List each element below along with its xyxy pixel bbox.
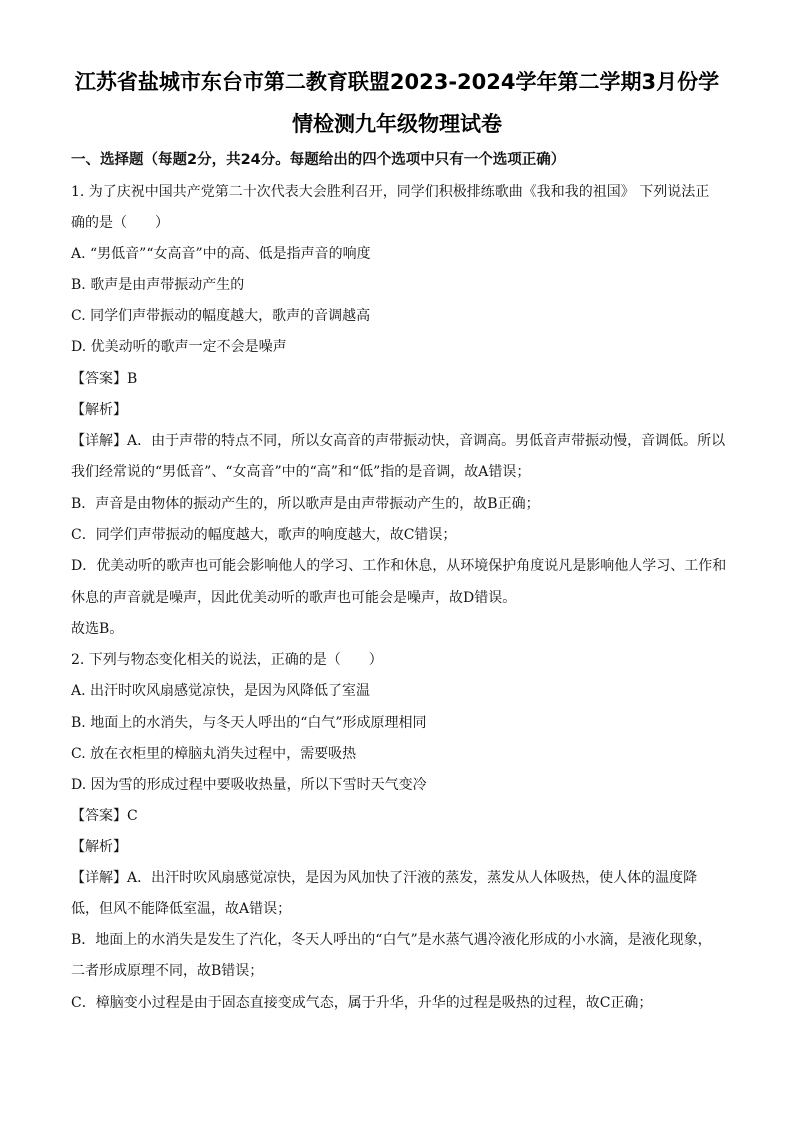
section-heading-choice: 一、选择题（每题2分，共24分。每题给出的四个选项中只有一个选项正确） bbox=[71, 152, 566, 168]
q2-detail-line-4: 二者形成原理不同，故B错误； bbox=[71, 963, 264, 979]
q1-answer: 【答案】B bbox=[71, 371, 138, 387]
q2-option-b: B. 地面上的水消失，与冬天人呼出的“白气”形成原理相同 bbox=[71, 715, 427, 731]
q2-detail-line-1: 【详解】A．出汗时吹风扇感觉凉快，是因为风加快了汗液的蒸发，蒸发从人体吸热，使人体的温度降 bbox=[71, 870, 698, 886]
document-title-line-1: 江苏省盐城市东台市第二教育联盟2023-2024学年第二学期3月份学 bbox=[74, 70, 720, 94]
q1-option-a: A. “男低音”“女高音”中的高、低是指声音的响度 bbox=[71, 246, 371, 262]
document-title-line-2: 情检测九年级物理试卷 bbox=[292, 112, 502, 136]
q1-detail-line-4: C．同学们声带振动的幅度越大，歌声的响度越大，故C错误； bbox=[71, 527, 457, 543]
q2-detail-line-5: C．樟脑变小过程是由于固态直接变成气态，属于升华，升华的过程是吸热的过程，故C正确； bbox=[71, 995, 653, 1011]
q2-analysis-label: 【解析】 bbox=[71, 839, 127, 855]
q1-stem-line-1: 1. 为了庆祝中国共产党第二十次代表大会胜利召开，同学们积极排练歌曲《我和我的祖国》 下列说法正 bbox=[71, 184, 710, 200]
q2-option-d: D. 因为雪的形成过程中要吸收热量，所以下雪时天气变冷 bbox=[71, 777, 427, 793]
q1-detail-line-3: B．声音是由物体的振动产生的，所以歌声是由声带振动产生的，故B正确； bbox=[71, 496, 540, 512]
q1-analysis-label: 【解析】 bbox=[71, 402, 127, 418]
q2-answer: 【答案】C bbox=[71, 808, 138, 824]
q2-detail-line-3: B．地面上的水消失是发生了汽化，冬天人呼出的“白气”是水蒸气遇冷液化形成的小水滴，是液化现象， bbox=[71, 932, 712, 948]
q2-option-a: A. 出汗时吹风扇感觉凉快，是因为风降低了室温 bbox=[71, 683, 371, 699]
q1-option-d: D. 优美动听的歌声一定不会是噪声 bbox=[71, 339, 287, 355]
q1-option-c: C. 同学们声带振动的幅度越大，歌声的音调越高 bbox=[71, 308, 371, 324]
q1-detail-line-2: 我们经常说的“男低音”、“女高音”中的“高”和“低”指的是音调，故A错误； bbox=[71, 464, 531, 480]
q1-detail-line-6: 休息的声音就是噪声，因此优美动听的歌声也可能会是噪声，故D错误。 bbox=[71, 590, 517, 606]
q1-detail-line-5: D．优美动听的歌声也可能会影响他人的学习、工作和休息，从环境保护角度说凡是影响他人学习、工作和 bbox=[71, 558, 727, 574]
q1-detail-line-1: 【详解】A．由于声带的特点不同，所以女高音的声带振动快，音调高。男低音声带振动慢，音调低。所以 bbox=[71, 433, 726, 449]
q1-option-b: B. 歌声是由声带振动产生的 bbox=[71, 277, 245, 293]
q1-stem-line-2: 确的是（ ） bbox=[71, 215, 169, 231]
q2-option-c: C. 放在衣柜里的樟脑丸消失过程中，需要吸热 bbox=[71, 746, 357, 762]
q2-detail-line-2: 低，但风不能降低室温，故A错误； bbox=[71, 901, 292, 917]
q2-stem: 2. 下列与物态变化相关的说法，正确的是（ ） bbox=[71, 652, 383, 668]
q1-conclusion: 故选B。 bbox=[71, 621, 124, 637]
